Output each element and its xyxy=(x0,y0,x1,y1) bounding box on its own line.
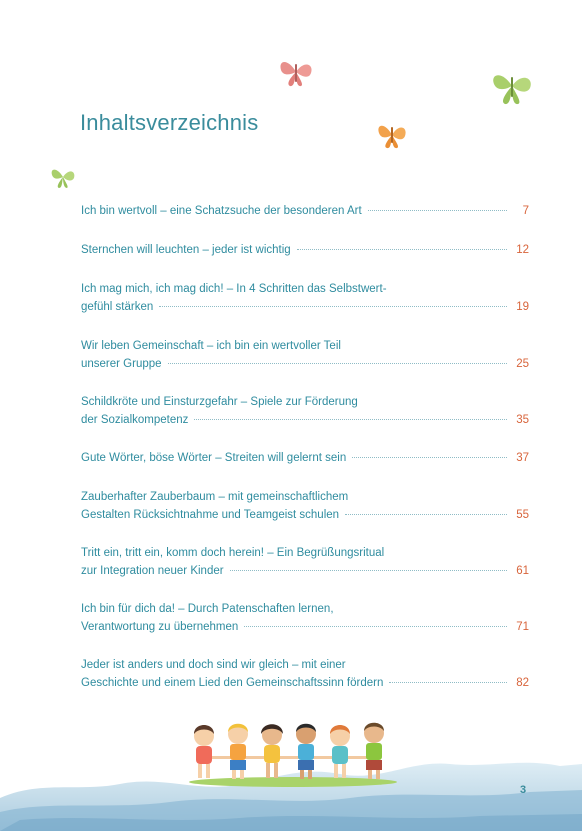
dot-leader xyxy=(159,306,507,307)
toc-entry-title-cont: zur Integration neuer Kinder xyxy=(81,565,224,577)
toc-entry-title: Tritt ein, tritt ein, komm doch herein! – Ein Begrüßungsritual xyxy=(81,547,385,559)
toc-entry-title: Gute Wörter, böse Wörter – Streiten will gelernt sein xyxy=(81,452,347,464)
toc-entry[interactable] xyxy=(81,656,529,692)
children-holding-hands-illustration xyxy=(182,716,404,788)
dot-leader xyxy=(244,626,507,627)
page-title: Inhaltsverzeichnis xyxy=(80,110,259,135)
toc-entry-title: Wir leben Gemeinschaft – ich bin ein wertvoller Teil xyxy=(81,340,341,352)
toc-page-ref: 25 xyxy=(516,358,529,370)
toc-entry-title: Jeder ist anders und doch sind wir gleich – mit einer xyxy=(81,659,346,671)
toc-entry-title: Sternchen will leuchten – jeder ist wichtig xyxy=(81,244,291,256)
butterfly-orange-icon xyxy=(376,120,408,150)
toc-entry-title-cont: unserer Gruppe xyxy=(81,358,162,370)
dot-leader xyxy=(345,514,507,515)
page-number: 3 xyxy=(520,784,527,796)
dot-leader xyxy=(168,363,507,364)
toc-entry[interactable] xyxy=(81,449,529,467)
dot-leader xyxy=(297,249,507,250)
toc-page-ref: 71 xyxy=(516,621,529,633)
dot-leader xyxy=(352,457,507,458)
toc-entry-title: Ich bin für dich da! – Durch Patenschaften lernen, xyxy=(81,603,334,615)
toc-page-ref: 37 xyxy=(516,452,529,464)
butterfly-small-green-icon xyxy=(50,165,76,189)
butterfly-pink-icon xyxy=(278,56,314,88)
toc-page-ref: 61 xyxy=(516,565,529,577)
toc-entry[interactable] xyxy=(81,337,529,373)
toc-entry-title-cont: Gestalten Rücksichtnahme und Teamgeist schulen xyxy=(81,509,340,521)
toc-entry-title: Zauberhafter Zauberbaum – mit gemeinschaftlichem xyxy=(81,491,349,503)
toc-entry-title: Schildkröte und Einsturzgefahr – Spiele zur Förderung xyxy=(81,396,358,408)
toc-entry-title-cont: Geschichte und einem Lied den Gemeinschaftssinn fördern xyxy=(81,677,384,689)
toc-entry[interactable] xyxy=(81,488,529,524)
toc-page-ref: 35 xyxy=(516,414,529,426)
toc-entry-title-cont: gefühl stärken xyxy=(81,301,154,313)
toc-entry[interactable] xyxy=(81,241,529,259)
toc-page-ref: 7 xyxy=(522,205,529,217)
dot-leader xyxy=(368,210,507,211)
dot-leader xyxy=(230,570,507,571)
toc-entry-title: Ich bin wertvoll – eine Schatzsuche der besonderen Art xyxy=(81,205,362,217)
toc-entry[interactable] xyxy=(81,600,529,636)
toc-page-ref: 12 xyxy=(516,244,529,256)
toc-entry-title-cont: Verantwortung zu übernehmen xyxy=(81,621,239,633)
toc-entry-title: Ich mag mich, ich mag dich! – In 4 Schritten das Selbstwert- xyxy=(81,283,387,295)
butterfly-green-icon xyxy=(490,68,534,106)
toc-entry[interactable] xyxy=(81,280,529,316)
toc-entry-title-cont: der Sozialkompetenz xyxy=(81,414,189,426)
dot-leader xyxy=(389,682,507,683)
toc-page-ref: 55 xyxy=(516,509,529,521)
toc-entry[interactable] xyxy=(81,544,529,580)
toc-entry[interactable] xyxy=(81,393,529,429)
toc-entry[interactable] xyxy=(81,202,529,220)
toc-page-ref: 82 xyxy=(516,677,529,689)
toc-page-ref: 19 xyxy=(516,301,529,313)
dot-leader xyxy=(194,419,507,420)
